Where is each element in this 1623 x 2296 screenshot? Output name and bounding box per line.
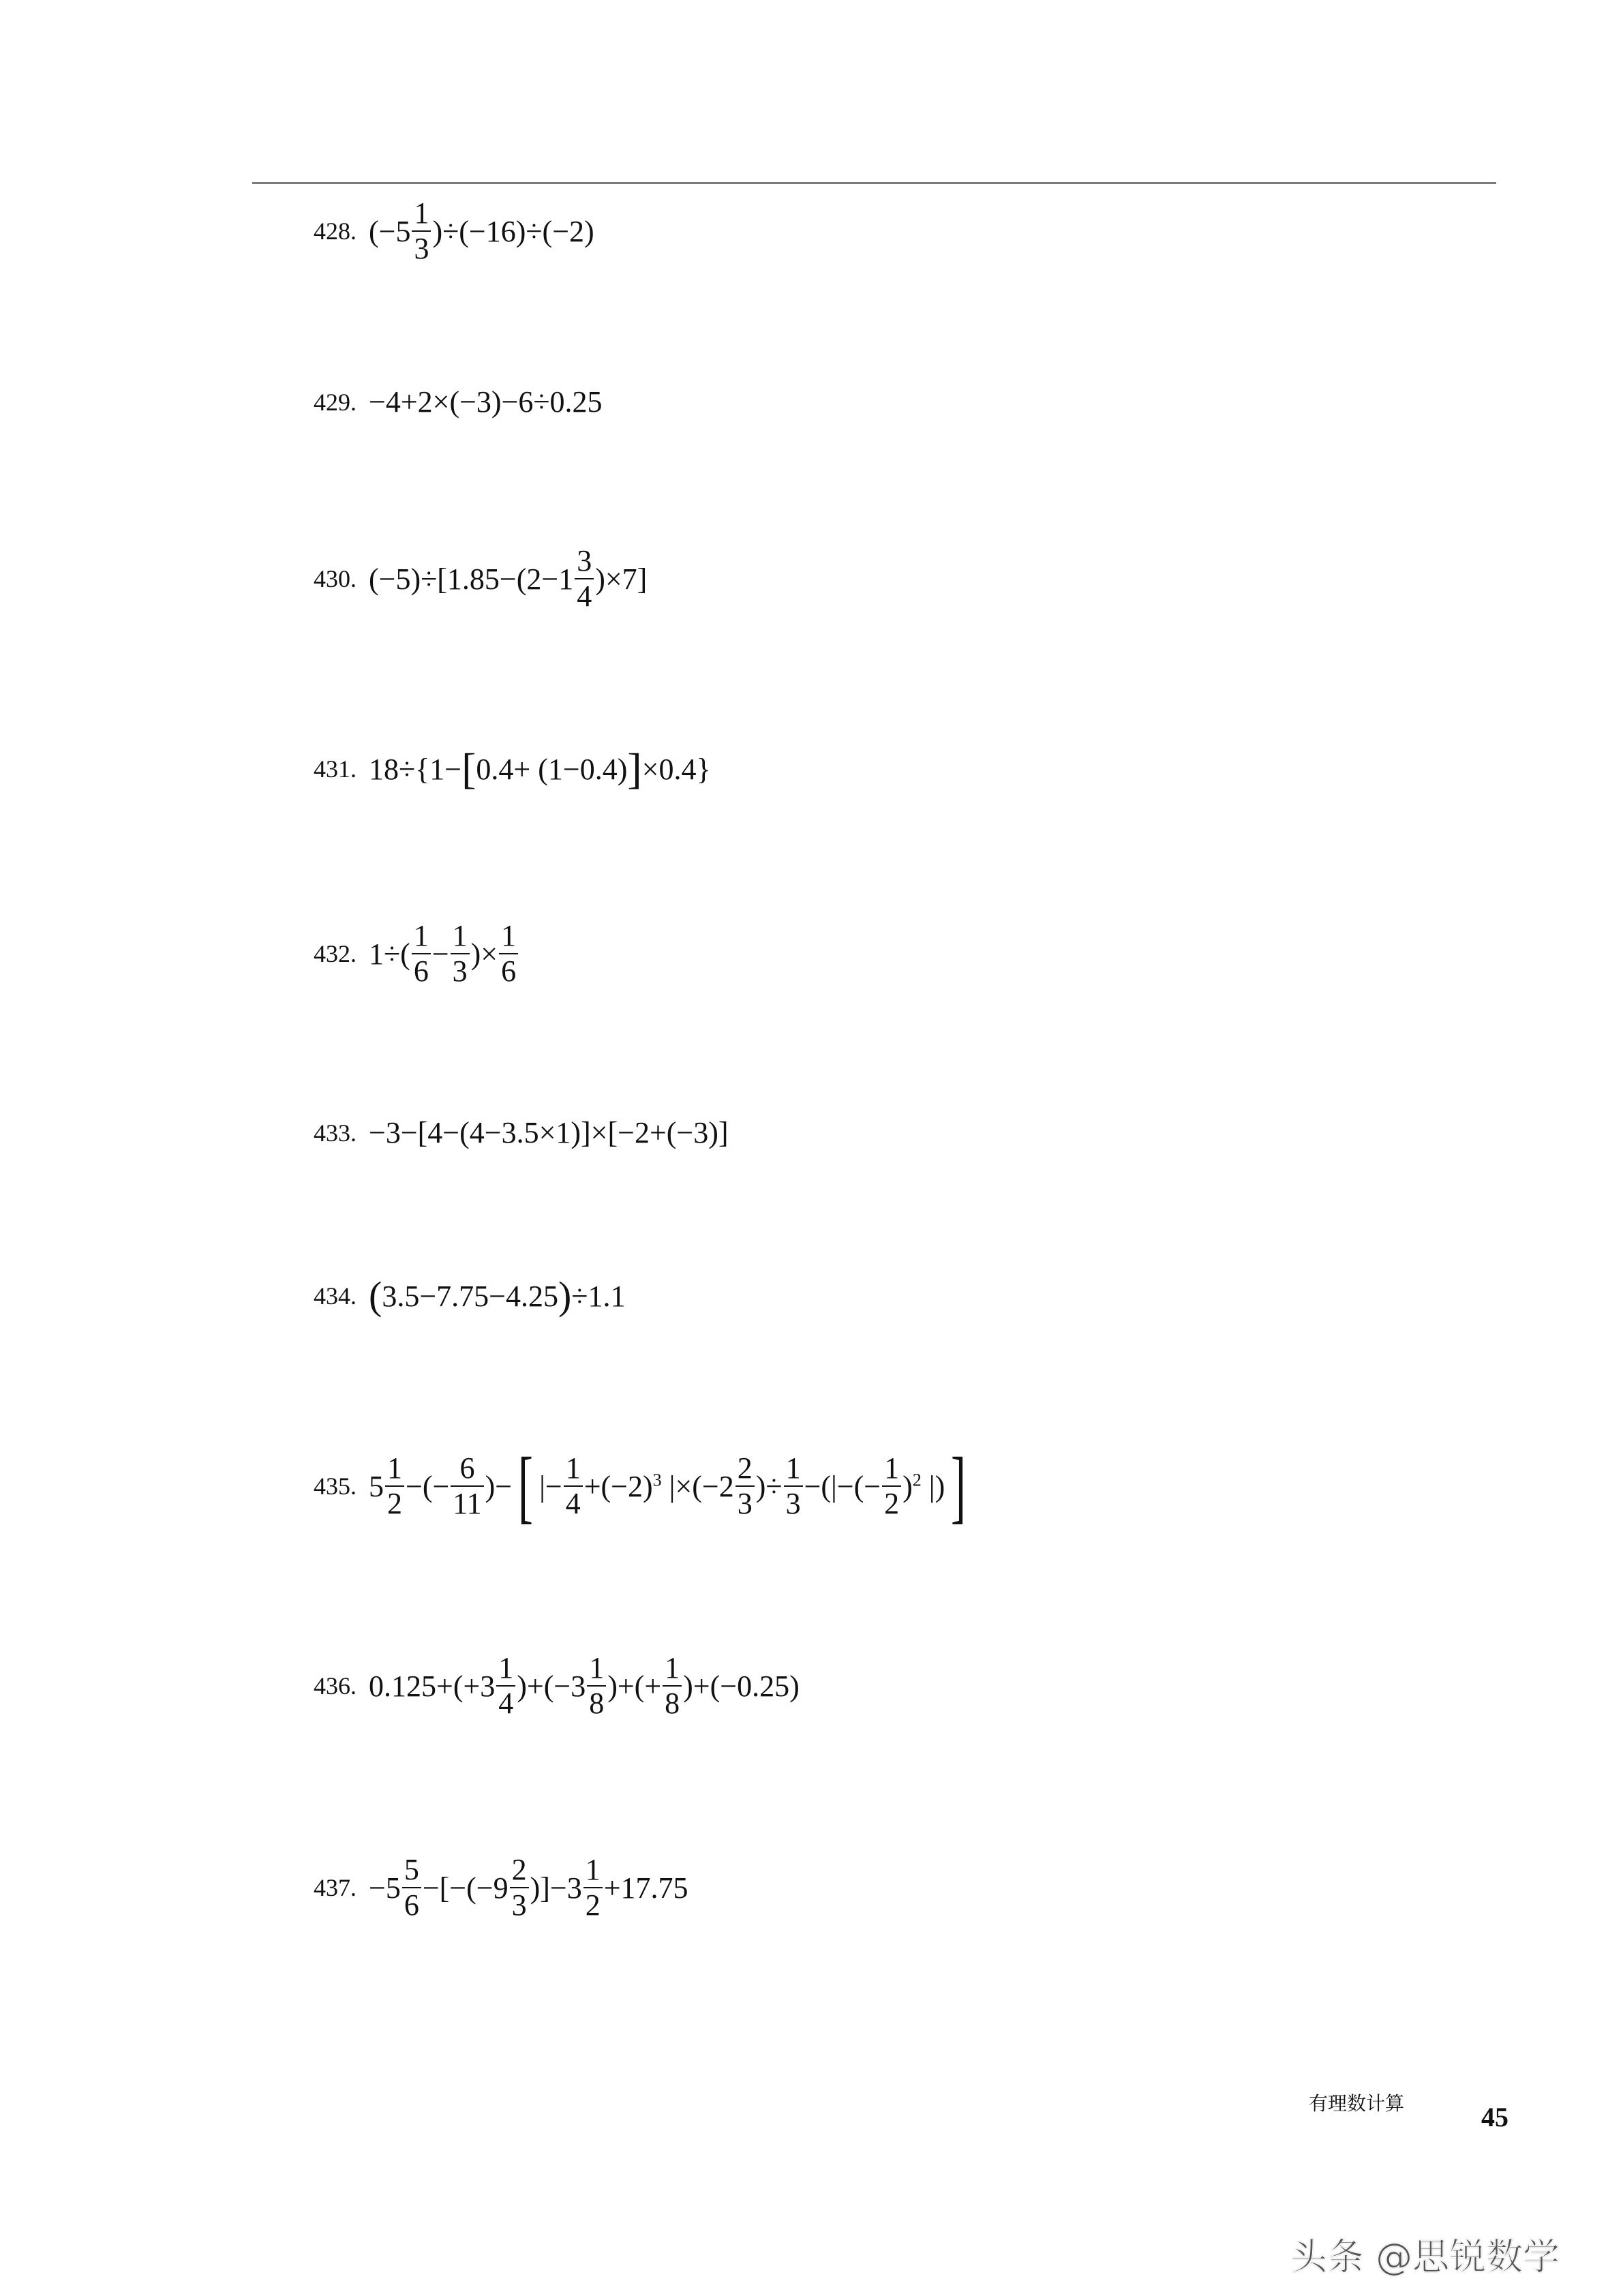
problem-435: 435. 5 $\frac{1}{2}$ −(− $\frac{6}{11}$ )− [ |− $\frac{1}{4}$ $+(-2)^3$ |×(−2 $\frac{2}{3}$ )÷ $\frac{1}{3}$ −(|−(− $\frac{1}{2}$ )$^2$ |) ] — [314, 1440, 967, 1531]
problem-430: 430. (−5)÷[1.85−(2−1 $\frac{3}{4}$ )×7] — [314, 544, 648, 614]
fraction: $\frac{1}{6}$ — [412, 920, 431, 987]
problem-number: 432. — [314, 940, 357, 968]
page-number: 45 — [1481, 2102, 1508, 2132]
problem-436: 436. 0.125+(+3 $\frac{1}{4}$ )+(−3 $\frac{1}{8}$ )+(+ $\frac{1}{8}$ )+(−0.25) — [314, 1651, 800, 1721]
right-bracket: ] — [627, 744, 642, 793]
problem-number: 437. — [314, 1874, 357, 1902]
footer-section-title: 有理数计算 — [1309, 2092, 1405, 2115]
problem-429: 429. −4+2×(−3)−6÷0.25 — [314, 385, 603, 419]
fraction: $\frac{2}{3}$ — [735, 1453, 755, 1520]
fraction: $\frac{1}{3}$ — [784, 1453, 803, 1520]
exponent: 3 — [652, 1469, 662, 1490]
problem-number: 434. — [314, 1282, 357, 1310]
problem-434: 434. ( 3.5−7.75−4.25 ) ÷1.1 — [314, 1273, 626, 1318]
problem-number: 435. — [314, 1472, 357, 1500]
problem-428: 428. (−5 $\frac{1}{3}$ )÷(−16)÷(−2) — [314, 196, 594, 266]
fraction: $\frac{1}{8}$ — [587, 1652, 606, 1719]
fraction: $\frac{1}{3}$ — [451, 920, 470, 987]
right-paren: ) — [558, 1273, 572, 1318]
fraction: $\frac{2}{3}$ — [510, 1854, 529, 1921]
fraction: $\frac{1}{2}$ — [882, 1453, 901, 1520]
header-rule — [252, 182, 1496, 184]
left-paren: ( — [369, 1273, 382, 1318]
left-bracket: [ — [518, 1440, 534, 1531]
fraction: $\frac{1}{8}$ — [663, 1652, 682, 1719]
fraction: $\frac{3}{4}$ — [575, 545, 594, 612]
problem-number: 428. — [314, 217, 357, 245]
fraction: $\frac{1}{4}$ — [496, 1652, 515, 1719]
right-bracket: ] — [951, 1440, 967, 1531]
problem-432: 432. 1÷( $\frac{1}{6}$ − $\frac{1}{3}$ )× $\frac{1}{6}$ — [314, 920, 519, 987]
problem-number: 433. — [314, 1119, 357, 1147]
watermark: 头条 @思锐数学 — [1290, 2235, 1560, 2278]
fraction: $\frac{1}{3}$ — [412, 198, 431, 265]
problem-number: 429. — [314, 388, 357, 416]
fraction: $\frac{1}{6}$ — [499, 920, 518, 987]
fraction: $\frac{1}{2}$ — [385, 1453, 404, 1520]
problem-number: 436. — [314, 1672, 357, 1700]
fraction: $\frac{1}{4}$ — [564, 1453, 583, 1520]
exponent: 2 — [912, 1469, 922, 1490]
problem-number: 430. — [314, 565, 357, 593]
left-bracket: [ — [461, 744, 476, 793]
problem-431: 431. 18÷{1− [ 0.4+ (1−0.4) ] ×0.4} — [314, 744, 711, 793]
problem-number: 431. — [314, 755, 357, 783]
problem-433: 433. −3−[4−(4−3.5×1)]×[−2+(−3)] — [314, 1116, 729, 1149]
fraction: $\frac{5}{6}$ — [402, 1854, 421, 1921]
fraction: $\frac{6}{11}$ — [451, 1453, 483, 1520]
problem-437: 437. −5 $\frac{5}{6}$ −[−(−9 $\frac{2}{3}$ )]−3 $\frac{1}{2}$ +17.75 — [314, 1853, 688, 1922]
fraction: $\frac{1}{2}$ — [583, 1854, 603, 1921]
